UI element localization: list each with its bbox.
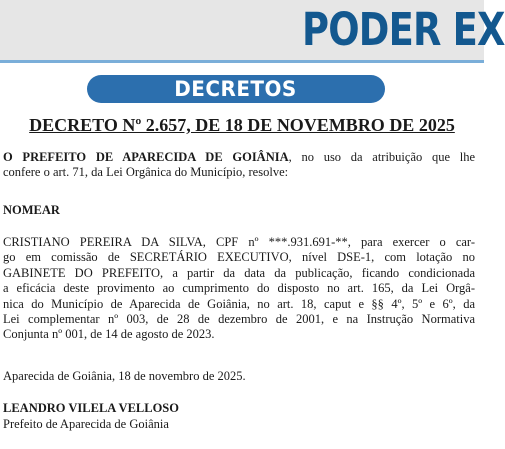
section-label-pill [87,75,385,103]
body-line: CRISTIANO PEREIRA DA SILVA, CPF nº ***.931.691-**, para exercer o car- [3,235,475,249]
body-line: nica do Município de Aparecida de Goiânia, no art. 18, caput e §§ 4º, 5º e 6º, da [3,296,475,311]
action-heading: NOMEAR [3,203,60,217]
signatory-role: Prefeito de Aparecida de Goiânia [3,417,169,431]
decree-title: DECRETO Nº 2.657, DE 18 DE NOVEMBRO DE 2025 [29,115,455,135]
preamble-line [3,165,475,180]
body-paragraph [3,235,475,343]
issuer-name: O PREFEITO DE APARECIDA DE GOIÂNIA [3,150,289,164]
preamble-line [3,150,475,165]
section-label: DECRETOS [174,77,298,101]
body-line: Lei complementar nº 003, de 28 de dezembro de 2001, e na Instrução Normativa [3,312,475,327]
body-line: go em comissão de SECRETÁRIO EXECUTIVO, nível DSE-1, com lotação no [3,250,475,265]
section-banner-title: PODER EX [302,3,505,56]
body-line: a eficácia deste provimento ao cumprimento do disposto no art. 165, da Lei Orgâ- [3,281,475,296]
preamble-paragraph [3,150,475,181]
place-date: Aparecida de Goiânia, 18 de novembro de 2025. [3,369,246,383]
signatory-name: LEANDRO VILELA VELLOSO [3,401,179,415]
page-header-banner [0,0,505,63]
preamble-text: , no uso da atribuição que lhe [288,150,475,164]
body-line: Conjunta nº 001, de 14 de agosto de 2023. [3,327,215,342]
preamble-text: confere o art. 71, da Lei Orgânica do Município, resolve: [3,165,289,180]
body-line: GABINETE DO PREFEITO, a partir da data da publicação, ficando condicionada [3,265,475,280]
